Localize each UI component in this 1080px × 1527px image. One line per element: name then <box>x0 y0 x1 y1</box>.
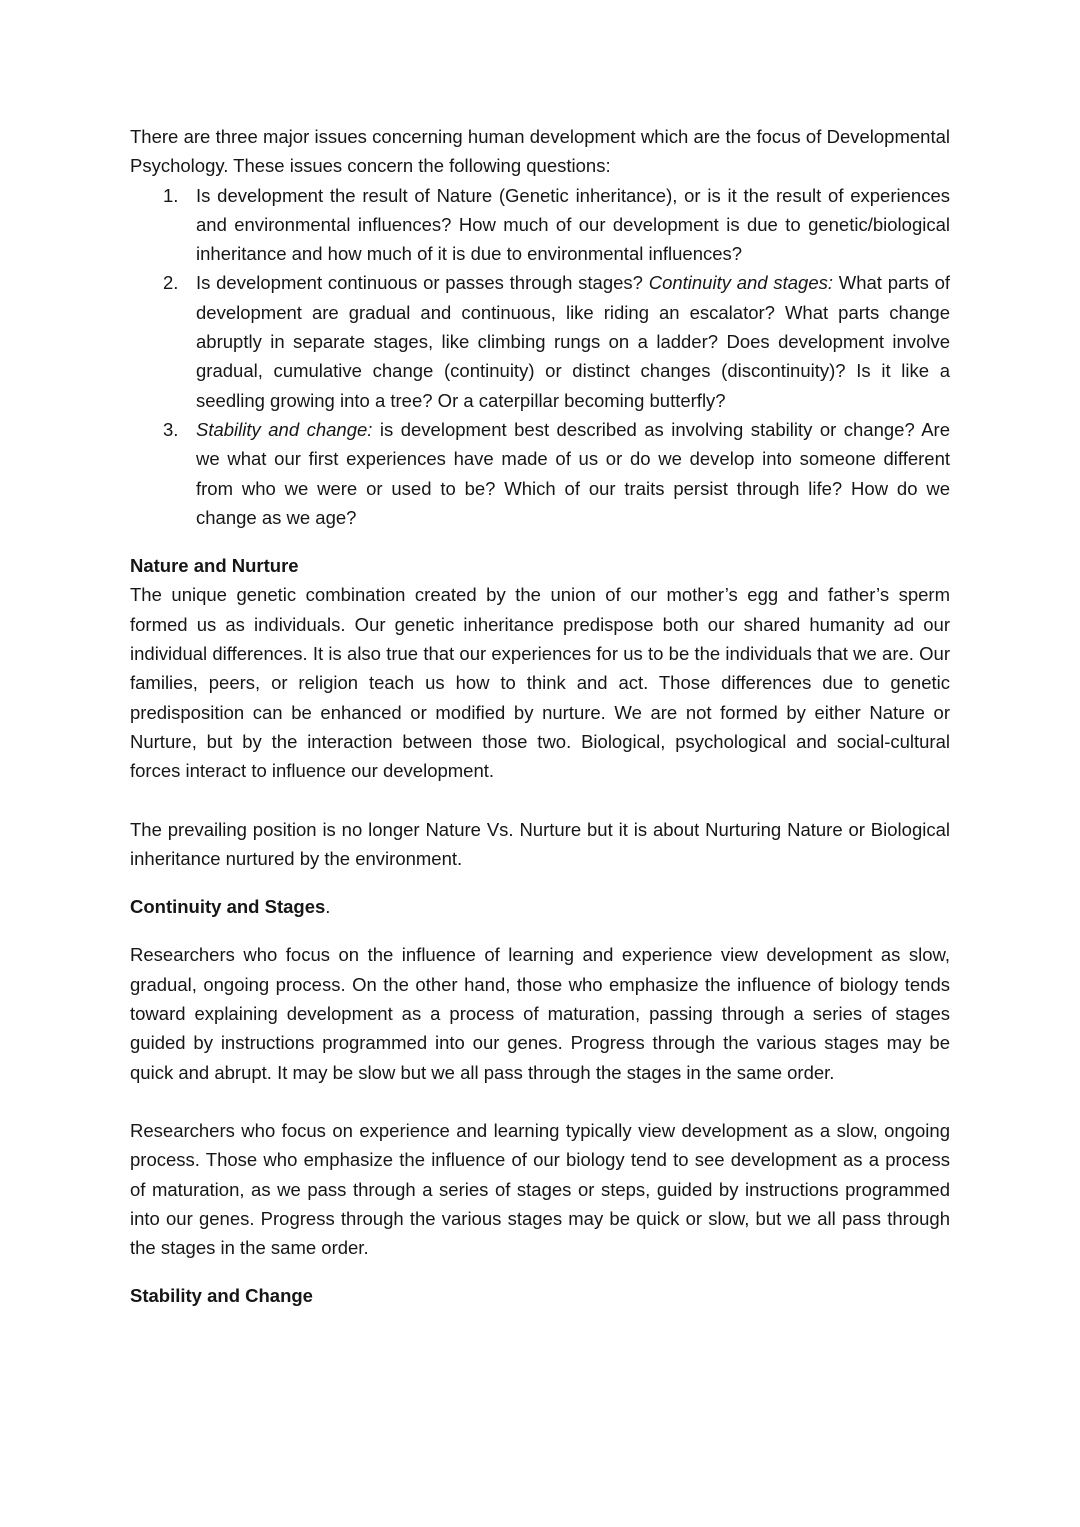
section-continuity-and-stages <box>130 892 950 1262</box>
list-item-2-text-post: What parts of development are gradual and continuous, like riding an escalator? What parts change abruptly in separate stages, like climbing rungs on a ladder? Does development involve gradual, cumulative change (continuity) or distinct changes (discontinuity)? Is it like a seedling growing into a tree? Or a caterpillar becoming butterfly? <box>196 272 951 411</box>
section-heading <box>130 551 950 580</box>
list-item-2-italic-runin: Continuity and stages: <box>648 272 833 294</box>
document-page <box>130 122 950 1311</box>
list-item-2-text-pre: Is development continuous or passes through stages? <box>196 272 649 294</box>
list-item <box>163 415 950 532</box>
list-item-1-text: Is development the result of Nature (Genetic inheritance), or is it the result of experiences and environmental influences? How much of our development is due to genetic/biological inheritance and how much of it is due to environmental influences? <box>196 184 950 265</box>
list-item-3-italic-runin: Stability and change: <box>196 418 373 440</box>
section-paragraph: Researchers who focus on experience and learning typically view development as a slow, ongoing process. Those who emphasize the influence of our biology tend to see development as a process of maturation, as we pass through a series of stages or steps, guided by instructions programmed into our genes. Progress through the various stages may be quick or slow, but we all pass through the stages in the same order. <box>130 1119 950 1259</box>
list-item-text <box>196 268 950 414</box>
section-heading <box>130 892 950 921</box>
section-paragraph: The unique genetic combination created by the union of our mother’s egg and father’s sperm formed us as individuals. Our genetic inheritance predispose both our shared humanity ad our individual differences. It is also true that our experiences for us to be the individuals that we are. Our families, peers, or religion teach us how to think and act. Those differences due to genetic predisposition can be enhanced or modified by nurture. We are not formed by either Nature or Nurture, but by the interaction between those two. Biological, psychological and social-cultural forces interact to influence our development. <box>130 584 950 782</box>
list-item-text <box>196 415 950 532</box>
questions-list <box>130 181 950 533</box>
section-heading-text: Continuity and Stages <box>130 896 326 918</box>
list-item-3-text-post: is development best described as involving stability or change? Are we what our first experiences have made of us or do we develop into someone different from who we were or used to be? Which of our traits persist through life? How do we change as we age? <box>196 418 950 528</box>
list-number: 3. <box>163 418 179 440</box>
section-paragraph: Researchers who focus on the influence of learning and experience view development as slow, gradual, ongoing process. On the other hand, those who emphasize the influence of biology tends toward explaining development as a process of maturation, passing through a series of stages guided by instructions programmed into our genes. Progress through the various stages may be quick and abrupt. It may be slow but we all pass through the stages in the same order. <box>130 944 950 1083</box>
list-item <box>163 268 950 414</box>
section-heading-text: Stability and Change <box>130 1285 313 1307</box>
section-heading-suffix: . <box>325 896 331 918</box>
list-item <box>163 181 950 269</box>
section-heading <box>130 1281 950 1310</box>
section-paragraph: The prevailing position is no longer Nature Vs. Nurture but it is about Nurturing Nature or Biological inheritance nurtured by the environment. <box>130 818 950 869</box>
list-number: 1. <box>163 184 179 206</box>
section-nature-and-nurture <box>130 551 950 873</box>
section-heading-text: Nature and Nurture <box>130 555 299 577</box>
list-item-text <box>196 181 950 269</box>
intro-paragraph: There are three major issues concerning human development which are the focus of Developmental Psychology. These issues concern the following questions: <box>130 126 950 177</box>
list-number: 2. <box>163 272 179 294</box>
section-stability-and-change <box>130 1281 950 1310</box>
